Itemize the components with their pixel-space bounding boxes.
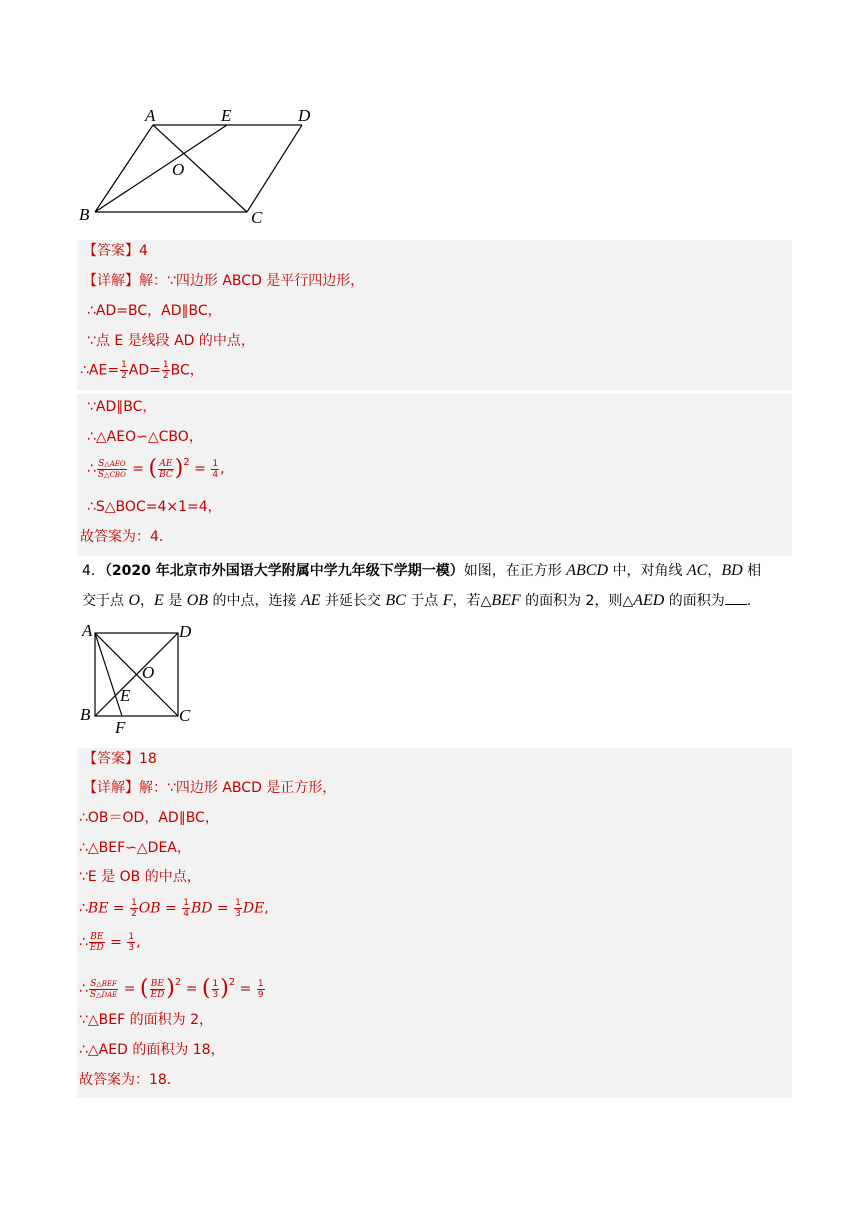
text: 的中点，连接 bbox=[212, 593, 297, 609]
fraction: $\frac{1}{2}$ bbox=[162, 360, 169, 381]
text: 是 bbox=[168, 593, 183, 609]
solution-line: ∴△AED 的面积为 18， bbox=[79, 1042, 225, 1058]
answer-box-1 bbox=[77, 240, 792, 556]
math-term: F bbox=[442, 592, 453, 609]
fraction: $\frac{BE}{ED}$ bbox=[150, 978, 165, 1000]
square-figure bbox=[75, 620, 205, 738]
fraction: $\frac{\text{S△BEF}}{\text{S△DAE}}$ bbox=[89, 978, 118, 1000]
solution-line: ∴S△BOC=4×1=4， bbox=[87, 499, 222, 515]
solution-line: ∴△AEO∽△CBO， bbox=[87, 429, 203, 445]
solution-line: 【详解】解：∵四边形 ABCD 是平行四边形， bbox=[83, 273, 365, 289]
text: ， bbox=[140, 593, 155, 609]
fraction: $\frac{1}{4}$ bbox=[212, 458, 219, 480]
math-term: ABCD bbox=[566, 562, 608, 579]
text: . bbox=[746, 593, 752, 609]
fraction: $\frac{\text{S△AEO}}{\text{S△CBO}}$ bbox=[97, 458, 126, 480]
fraction: $\frac{BE}{ED}$ bbox=[89, 932, 104, 953]
label-F: F bbox=[115, 718, 126, 737]
fraction: $\frac{AE}{BC}$ bbox=[159, 458, 173, 480]
label-D: D bbox=[179, 622, 192, 641]
fraction: $\frac{1}{9}$ bbox=[257, 978, 264, 1000]
label-E: E bbox=[221, 106, 232, 125]
question-source: （2020 年北京市外国语大学附属中学九年级下学期一模） bbox=[104, 563, 464, 579]
question-4 bbox=[82, 556, 792, 616]
label-B: B bbox=[79, 205, 90, 224]
label-D: D bbox=[298, 106, 311, 125]
solution-line: ∵E 是 OB 的中点， bbox=[79, 869, 201, 885]
solution-line: ∴ $\frac{\text{S△AEO}}{\text{S△CBO}}$ = ( $\frac{AE}{BC}$ )$^2$ = $\frac{1}{4}$ , bbox=[87, 456, 225, 481]
label-B: B bbox=[80, 705, 91, 724]
text: ∴AE= bbox=[80, 362, 120, 379]
math-term: BD bbox=[721, 562, 743, 579]
text: 并延长交 bbox=[324, 593, 381, 609]
fraction: $\frac{1}{2}$ bbox=[131, 898, 137, 919]
solution-line: ∴ $\frac{BE}{ED}$ = $\frac{1}{3}$ , bbox=[79, 932, 141, 953]
solution-line: ∵△BEF 的面积为 2， bbox=[79, 1012, 213, 1028]
label-O: O bbox=[142, 663, 155, 682]
math-term: BEF bbox=[491, 592, 521, 609]
solution-line: 故答案为：4． bbox=[80, 529, 173, 545]
solution-line: 【详解】解：∵四边形 ABCD 是正方形， bbox=[83, 780, 337, 796]
text: 的面积为 2，则△ bbox=[525, 593, 634, 609]
math-term: AED bbox=[633, 592, 665, 609]
question-number: 4． bbox=[82, 563, 105, 579]
solution-line: ∴AD=BC，AD∥BC， bbox=[87, 303, 222, 319]
solution-line bbox=[80, 360, 204, 381]
label-O: O bbox=[172, 160, 185, 179]
answer-box-2 bbox=[77, 748, 792, 1098]
math-term: AE bbox=[300, 592, 321, 609]
answer-line: 【答案】4 bbox=[83, 243, 148, 259]
text: ， bbox=[707, 563, 722, 579]
math-term: O bbox=[128, 592, 141, 609]
answer-line: 【答案】18 bbox=[83, 751, 157, 767]
text: ∴ bbox=[87, 461, 96, 477]
solution-line: ∴OB＝OD，AD∥BC， bbox=[79, 810, 219, 826]
label-E: E bbox=[120, 686, 131, 705]
solution-line: ∵AD∥BC， bbox=[87, 399, 157, 415]
label-A: A bbox=[82, 621, 93, 640]
solution-line: ∴△BEF∽△DEA， bbox=[79, 840, 191, 856]
answer-blank bbox=[725, 592, 747, 605]
text: ，若△ bbox=[452, 593, 492, 609]
text: 交于点 bbox=[82, 593, 124, 609]
math-term: AC bbox=[686, 562, 708, 579]
question-line-1 bbox=[82, 556, 792, 586]
label-A: A bbox=[145, 106, 156, 125]
text: 中，对角线 bbox=[612, 563, 683, 579]
fraction: $\frac{1}{4}$ bbox=[183, 898, 189, 919]
text: 的面积为 bbox=[668, 593, 725, 609]
text: 相 bbox=[747, 563, 762, 579]
text: 如图，在正方形 bbox=[463, 563, 562, 579]
solution-line: 故答案为：18． bbox=[79, 1072, 181, 1088]
solution-line: ∴ $\frac{\text{S△BEF}}{\text{S△DAE}}$ = ( $\frac{BE}{ED}$ )$^2$ = ( $\frac{1}{3}$ )$^2$ = $\frac{1}{9}$ bbox=[79, 976, 264, 1001]
parallelogram-figure bbox=[75, 100, 335, 230]
math-term: OB bbox=[186, 592, 209, 609]
solution-line: ∵点 E 是线段 AD 的中点， bbox=[87, 333, 255, 349]
label-C: C bbox=[179, 706, 191, 725]
text: 于点 bbox=[410, 593, 439, 609]
fraction: $\frac{1}{3}$ bbox=[128, 932, 135, 953]
fraction: $\frac{1}{2}$ bbox=[121, 360, 127, 381]
text: BC， bbox=[170, 362, 204, 379]
fraction: $\frac{1}{3}$ bbox=[235, 898, 241, 919]
label-C: C bbox=[251, 208, 263, 227]
question-line-2 bbox=[82, 586, 792, 616]
text: AD= bbox=[128, 362, 161, 379]
fraction: $\frac{1}{3}$ bbox=[212, 978, 219, 1000]
math-term: E bbox=[154, 592, 164, 609]
solution-line: ∴BE = $\frac{1}{2}$ OB = $\frac{1}{4}$ BD = $\frac{1}{3}$ DE, bbox=[79, 898, 269, 919]
math-term: BC bbox=[385, 592, 406, 609]
